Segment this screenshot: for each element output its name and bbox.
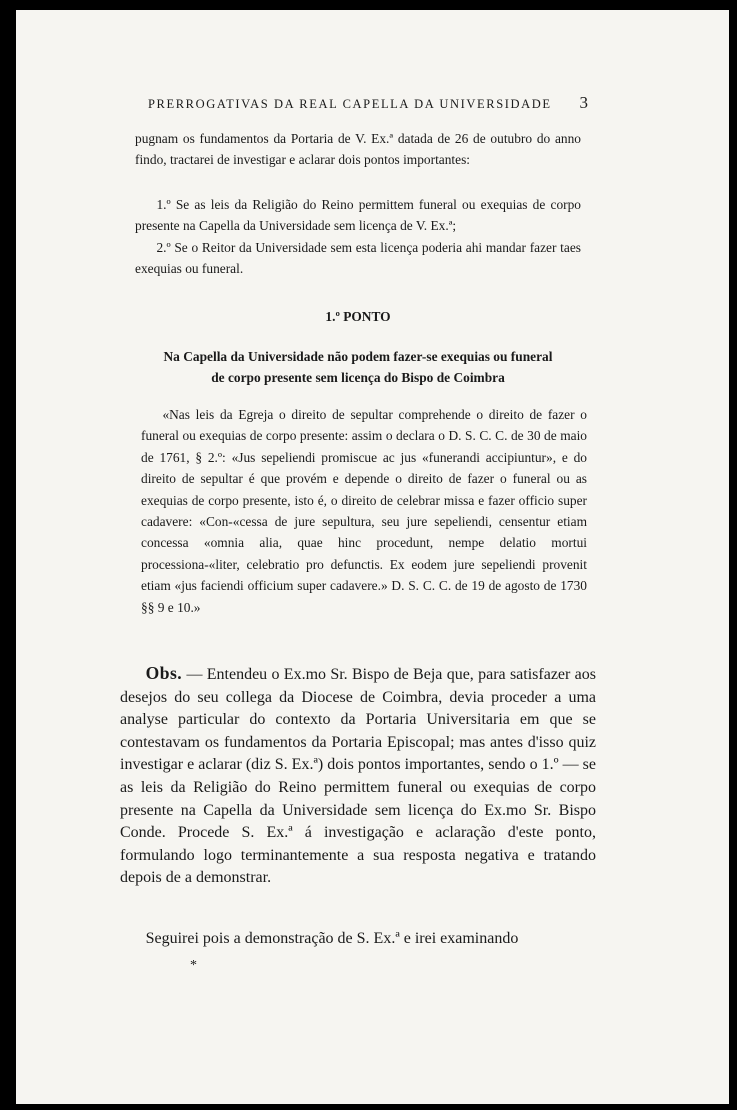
- obs-paragraph: [120, 662, 596, 890]
- obs-label: Obs.: [145, 663, 183, 683]
- section-subheading-line1: Na Capella da Universidade não podem fazer-se exequias ou funeral: [163, 349, 553, 364]
- obs-block: [120, 662, 596, 890]
- obs-text: — Entendeu o Ex.mo Sr. Bispo de Beja que, para satisfazer aos desejos do seu collega da Diocese de Coimbra, devia proceder a uma analyse particular do contexto da Portaria Universitaria em que se contestavam os fundamentos da Portaria Episcopal; mas antes d'isso quiz investigar e aclarar (diz S. Ex.ª) dois pontos importantes, sendo o 1.º — se as leis da Religião do Reino permittem funeral ou exequias de corpo presente na Capella da Universidade sem licença do Ex.mo Sr. Bispo Conde. Procede S. Ex.ª á investigação e aclaração d'este ponto, formulando logo terminantemente a sua resposta negativa e tratando depois de a demonstrar.: [120, 666, 596, 887]
- page-header: [148, 95, 588, 117]
- section-heading: 1.º PONTO: [325, 309, 391, 324]
- point-two: 2.º Se o Reitor da Universidade sem esta licença poderia ahi mandar fazer taes exequias ou funeral.: [135, 239, 581, 277]
- running-title: PRERROGATIVAS DA REAL CAPELLA DA UNIVERSIDADE: [148, 97, 552, 111]
- points-block: [135, 194, 581, 280]
- quote-block: [135, 404, 587, 618]
- book-page: [16, 10, 729, 1104]
- footnote-mark: *: [190, 958, 197, 973]
- section-subheading-line2: de corpo presente sem licença do Bispo de Coimbra: [211, 370, 505, 386]
- intro-paragraph: pugnam os fundamentos da Portaria de V. Ex.ª datada de 26 de outubro do anno findo, tractarei de investigar e aclarar dois pontos importantes:: [135, 131, 581, 168]
- intro-block: [135, 128, 581, 171]
- closing-line: Seguirei pois a demonstração de S. Ex.ª e irei examinando: [145, 930, 519, 947]
- point-one: 1.º Se as leis da Religião do Reino permittem funeral ou exequias de corpo presente na Capella da Universidade sem licença de V. Ex.ª;: [135, 197, 581, 234]
- section-heading-block: [135, 306, 581, 327]
- section-subheading-block: [135, 346, 581, 389]
- page-number: 3: [579, 93, 588, 112]
- quote-paragraph: «Nas leis da Egreja o direito de sepultar comprehende o direito de fazer o funeral ou exequias de corpo presente: assim o declara o D. S. C. C. de 30 de maio de 1761, § 2.º: «Jus sepeliendi promiscue ac jus «funerandi accipiuntur», e do direito de sepultar é que provém e depende o direito de fazer o funeral ou as exequias de corpo presente, isto é, o direito de celebrar missa e fazer officio super cadavere: «Con-«cessa de jure sepultura, seu jure sepeliendi, censentur etiam concessa «omnia alia, quae hinc procedunt, nempe delatio mortui processiona-«liter, celebratio pro defunctis. Ex eodem jure sepeliendi provenit etiam «jus faciendi officium super cadavere.» D. S. C. C. de 19 de agosto de 1730 §§ 9 e 10.»: [141, 407, 587, 615]
- closing-block: [120, 928, 596, 951]
